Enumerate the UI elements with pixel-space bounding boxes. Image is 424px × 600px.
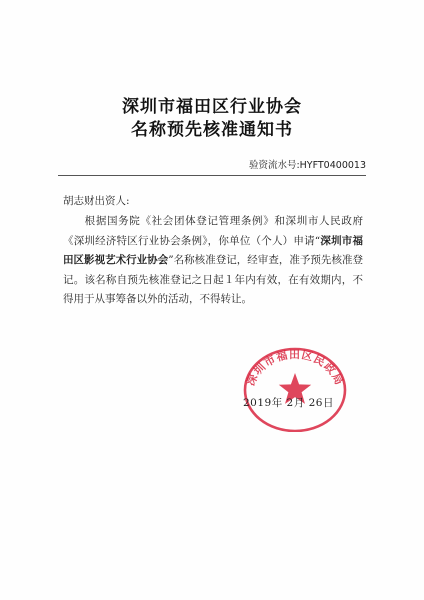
notice-body-part2: ”名称核准登记，经审查，准予预先核准登记。该名称自预先核准登记之日起１年内有效，在有效期内，不得用于从事筹备以外的活动，不得转让。 — [63, 254, 364, 305]
seal-text: 深圳市福田区民政局 — [243, 348, 347, 388]
official-seal — [230, 336, 360, 432]
document-title-line1: 深圳市福田区行业协会 — [122, 97, 302, 117]
issue-date: 2019年 2月 26日 — [243, 397, 334, 409]
header-divider — [58, 175, 366, 176]
salutation: 胡志财出资人: — [63, 195, 130, 207]
notice-body — [63, 212, 363, 310]
notice-body-part1: 根据国务院《社会团体登记管理条例》和深圳市人民政府《深圳经济特区行业协会条例》，你单位（个人）申请“ — [63, 215, 363, 247]
organization-name: 深圳市福田区影视艺术行业协会 — [63, 234, 363, 266]
serial-number: 验资流水号:HYFT0400013 — [248, 160, 366, 171]
document-title-line2: 名称预先核准通知书 — [131, 120, 293, 140]
